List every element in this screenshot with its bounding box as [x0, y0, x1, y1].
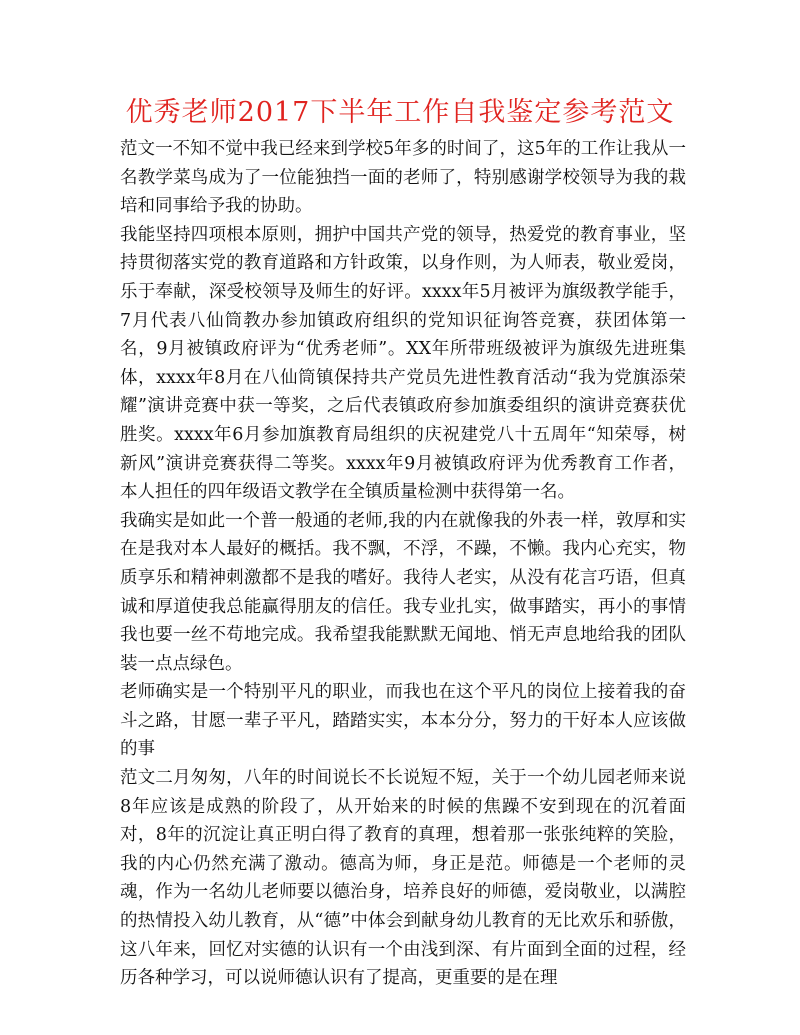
- paragraph-5: 范文二月匆匆，八年的时间说长不长说短不短，关于一个幼儿园老师来说8年应该是成熟的阶段了，从开始来的时候的焦躁不安到现在的沉着面对，8年的沉淀让真正明白得了教育的真理，想着那一张张纯粹的笑脸，我的内心仍然充满了激动。德高为师，身正是范。师德是一个老师的灵魂，作为一名幼儿老师要以德治身，培养良好的师德，爱岗敬业，以满腔的热情投入幼儿教育，从“德”中体会到献身幼儿教育的无比欢乐和骄傲，这八年来，回忆对实德的认识有一个由浅到深、有片面到全面的过程，经历各种学习，可以说师德认识有了提高，更重要的是在理: [120, 768, 686, 989]
- page-title: 优秀老师2017下半年工作自我鉴定参考范文: [125, 97, 675, 128]
- paragraph-4: 老师确实是一个特别平凡的职业，而我也在这个平凡的岗位上接着我的奋斗之路，甘愿一辈子平凡，踏踏实实，本本分分，努力的干好本人应该做的事: [120, 682, 686, 760]
- paragraph-2: 我能坚持四项根本原则，拥护中国共产党的领导，热爱党的教育事业，坚持贯彻落实党的教育道路和方针政策，以身作则，为人师表，敬业爱岗，乐于奉献，深受校领导及师生的好评。xxxx年5月被评为旗级教学能手，7月代表八仙筒教办参加镇政府组织的党知识征询答竞赛，获团体第一名，9月被镇政府评为“优秀老师”。XX年所带班级被评为旗级先进班集体，xxxx年8月在八仙筒镇保持共产党员先进性教育活动“我为党旗添荣耀”演讲竞赛中获一等奖，之后代表镇政府参加旗委组织的演讲竞赛获优胜奖。xxxx年6月参加旗教育局组织的庆祝建党八十五周年“知荣辱，树新风”演讲竞赛获得二等奖。xxxx年9月被镇政府评为优秀教育工作者，本人担任的四年级语文教学在全镇质量检测中获得第一名。: [120, 224, 686, 503]
- paragraph-3: 我确实是如此一个普一般通的老师,我的内在就像我的外表一样，敦厚和实在是我对本人最好的概括。我不飘，不浮，不躁，不懒。我内心充实，物质享乐和精神刺激都不是我的嗜好。我待人老实，从没有花言巧语，但真诚和厚道使我总能赢得朋友的信任。我专业扎实，做事踏实，再小的事情我也要一丝不苟地完成。我希望我能默默无闻地、悄无声息地给我的团队装一点点绿色。: [120, 510, 686, 674]
- document-body: [120, 135, 686, 993]
- paragraph-1: 范文一不知不觉中我已经来到学校5年多的时间了，这5年的工作让我从一名教学菜鸟成为了一位能独挡一面的老师了，特别感谢学校领导为我的栽培和同事给予我的协助。: [120, 139, 686, 217]
